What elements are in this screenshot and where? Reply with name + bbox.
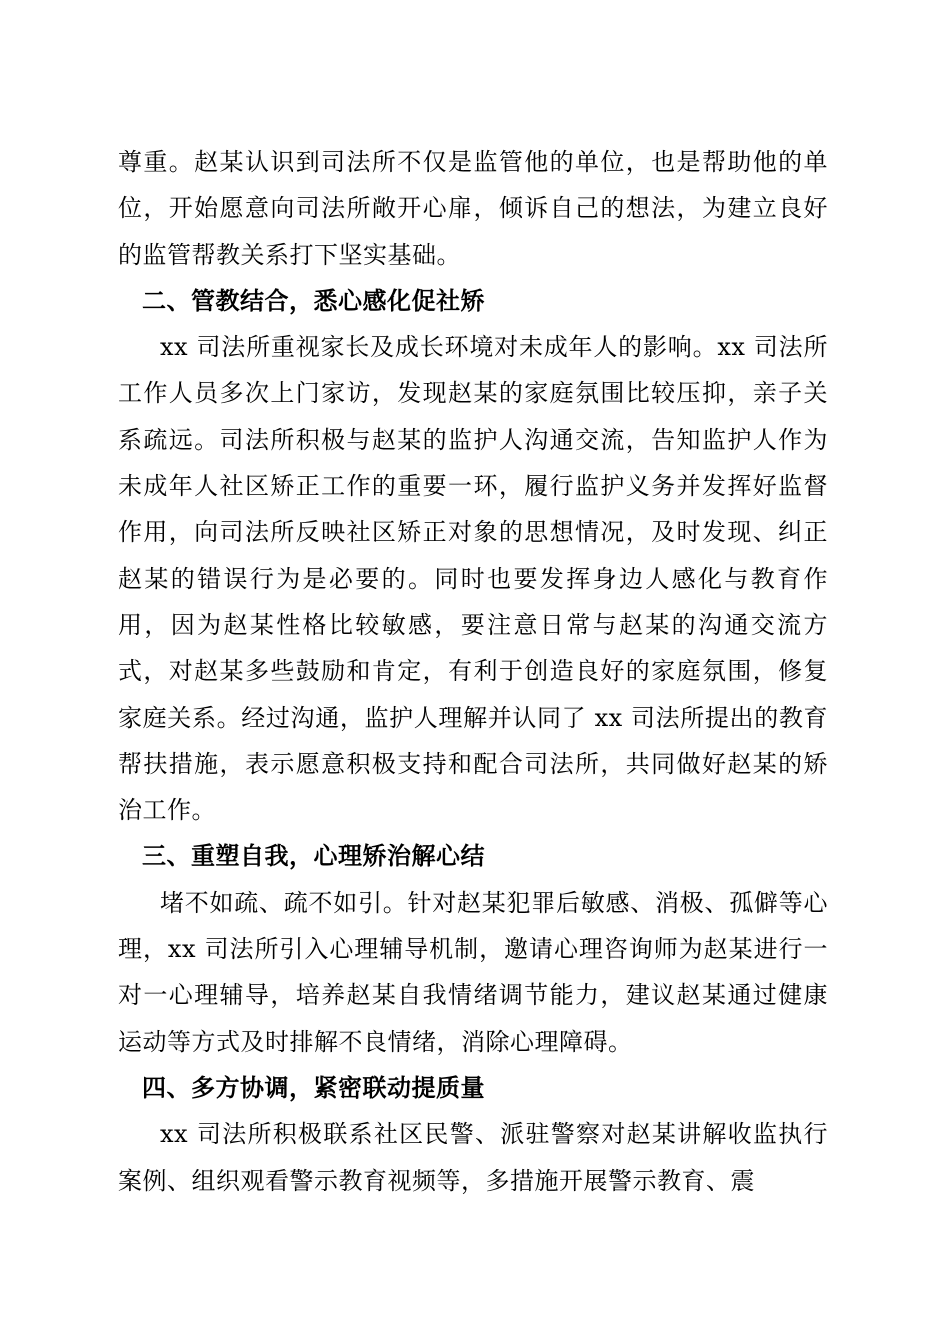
paragraph-continuation: 尊重。赵某认识到司法所不仅是监管他的单位，也是帮助他的单位，开始愿意向司法所敞开心扉，倾诉自己的想法，为建立良好的监管帮教关系打下坚实基础。: [118, 148, 828, 269]
section-heading-2: 二、管教结合，悉心感化促社矫: [142, 286, 485, 315]
paragraph-section-2: xx 司法所重视家长及成长环境对未成年人的影响。xx 司法所工作人员多次上门家访，发现赵某的家庭氛围比较压抑，亲子关系疏远。司法所积极与赵某的监护人沟通交流，告知监护人作为未成年人社区矫正工作的重要一环，履行监护义务并发挥好监督作用，向司法所反映社区矫正对象的思想情况，及时发现、纠正赵某的错误行为是必要的。同时也要发挥身边人感化与教育作用，因为赵某性格比较敏感，要注意日常与赵某的沟通交流方式，对赵某多些鼓励和肯定，有利于创造良好的家庭氛围，修复家庭关系。经过沟通，监护人理解并认同了 xx 司法所提出的教育帮扶措施，表示愿意积极支持和配合司法所，共同做好赵某的矫治工作。: [118, 333, 828, 825]
paragraph-section-3: 堵不如疏、疏不如引。针对赵某犯罪后敏感、消极、孤僻等心理，xx 司法所引入心理辅导机制，邀请心理咨询师为赵某进行一对一心理辅导，培养赵某自我情绪调节能力，建议赵某通过健康运动等方式及时排解不良情绪，消除心理障碍。: [118, 888, 828, 1056]
document-body: [118, 139, 828, 1204]
section-heading-3: 三、重塑自我，心理矫治解心结: [142, 842, 485, 871]
paragraph-section-4: xx 司法所积极联系社区民警、派驻警察对赵某讲解收监执行案例、组织观看警示教育视频等，多措施开展警示教育、震: [118, 1120, 828, 1195]
section-heading-4: 四、多方协调，紧密联动提质量: [142, 1073, 485, 1102]
